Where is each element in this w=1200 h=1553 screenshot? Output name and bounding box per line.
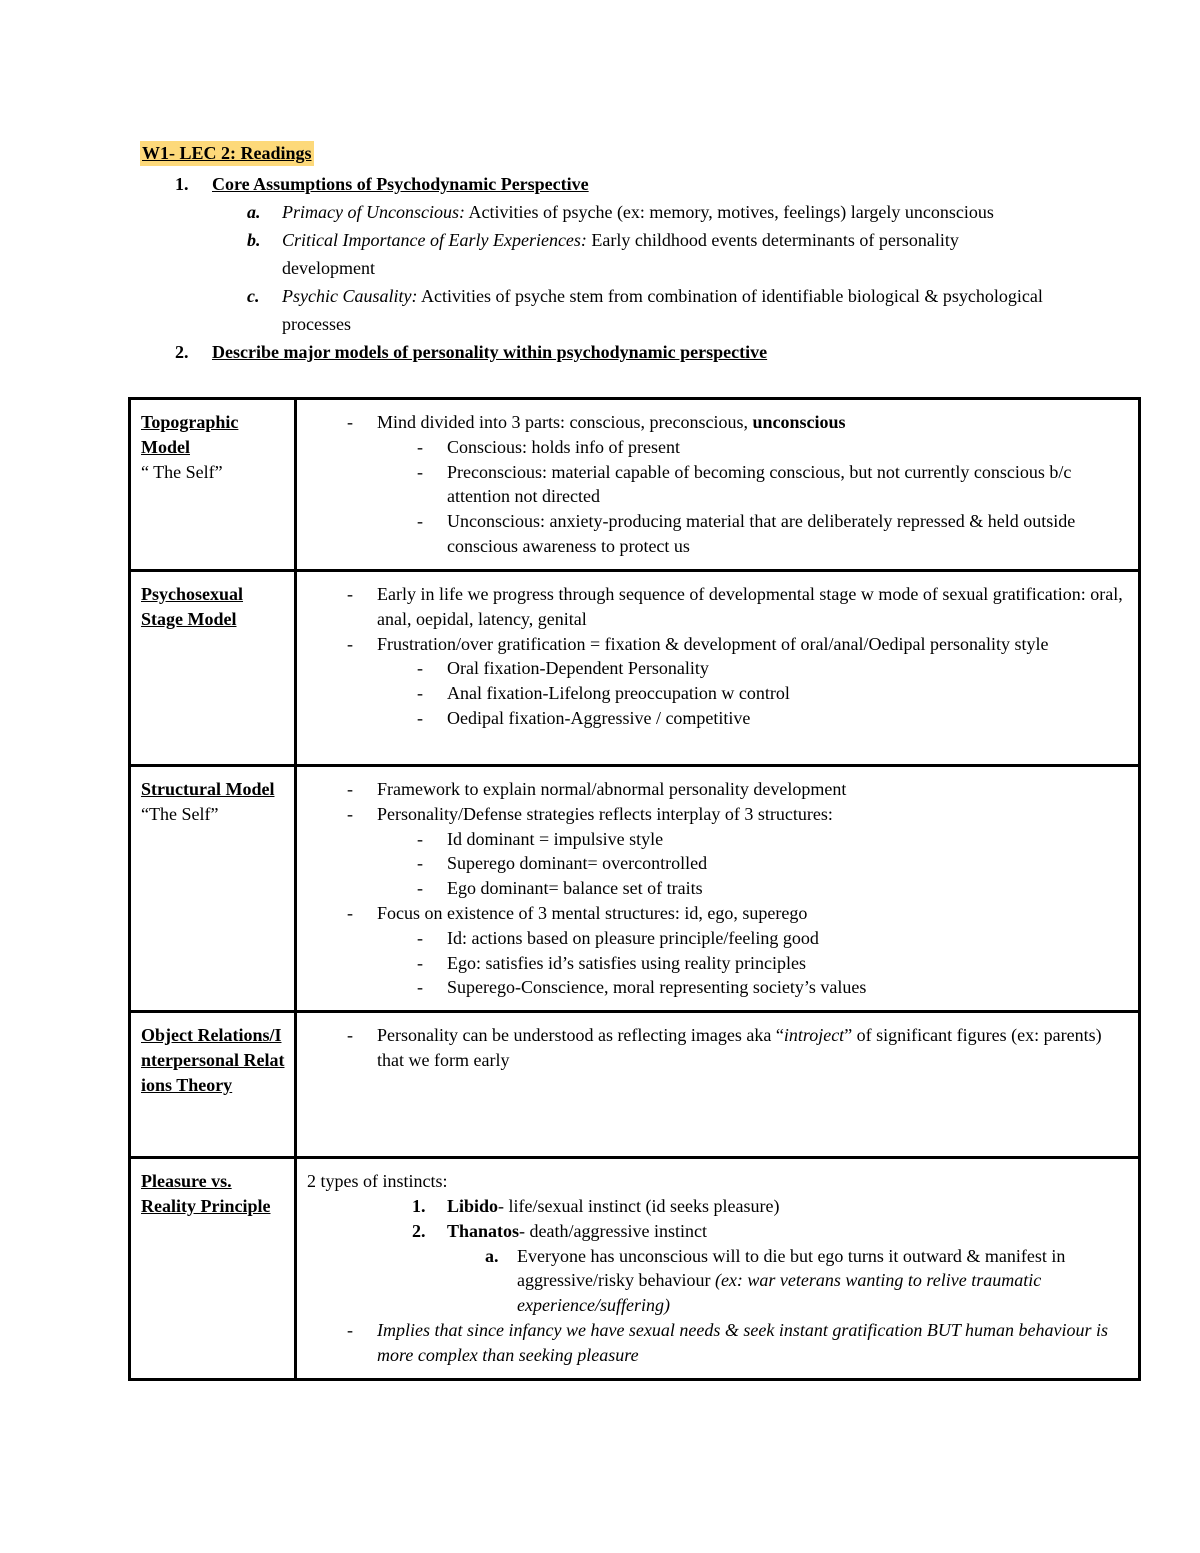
model-name: Pleasure vs. Reality Principle [141, 1171, 271, 1216]
item-bold-text: Libido [447, 1195, 499, 1216]
model-description-cell [296, 571, 1140, 766]
outline-item-label: Psychic Causality: [282, 286, 418, 306]
outline-letter: b. [247, 230, 261, 250]
bullet-item: - Framework to explain normal/abnormal personality development [307, 777, 1130, 802]
outline-heading-text: Core Assumptions of Psychodynamic Perspective [212, 174, 589, 194]
outline-heading-text: Describe major models of personality within psychodynamic perspective [212, 342, 768, 362]
sub-bullet-item: - Superego dominant= overcontrolled [377, 851, 1130, 876]
outline [140, 170, 1140, 366]
item-bold-text: Thanatos [447, 1220, 520, 1241]
lettered-item [447, 1244, 1130, 1318]
outline-number: 1. [175, 174, 189, 194]
bullet-item [307, 410, 1130, 559]
outline-item-text: Early childhood events determinants of personality development [282, 230, 959, 278]
sub-bullet-item: - Superego-Conscience, moral representing society’s values [377, 975, 1130, 1000]
sub-bullet-item: - Conscious: holds info of present [377, 435, 1130, 460]
item-italic-text: (ex: war veterans wanting to relive traumatic experience/suffering) [517, 1270, 1042, 1316]
bullet-text: Personality can be understood as reflecting images aka “ [377, 1025, 784, 1046]
outline-item-text: Activities of psyche stem from combination of identifiable biological & psychological processes [282, 286, 1043, 334]
item-text: Everyone has unconscious will to die but ego turns it outward & manifest in aggressive/risky behaviour [517, 1245, 1066, 1291]
model-subtitle: “The Self” [141, 803, 219, 824]
outline-item-c [140, 282, 1052, 338]
sub-bullet-item: - Id: actions based on pleasure principle/feeling good [377, 926, 1130, 951]
outline-item-a [140, 198, 1052, 226]
outline-item-b [140, 226, 1052, 282]
item-text: - death/aggressive instinct [519, 1220, 707, 1241]
outline-number: 2. [175, 342, 189, 362]
model-description-cell [296, 1158, 1140, 1379]
model-description-cell [296, 1012, 1140, 1158]
model-description-cell [296, 399, 1140, 571]
model-name-cell [130, 1158, 296, 1379]
sub-bullet-item: - Unconscious: anxiety-producing material that are deliberately repressed & held outside conscious awareness to protect us [377, 509, 1130, 559]
bullet-italic-text: introject [783, 1025, 845, 1046]
bullet-bold-text: unconscious [752, 412, 846, 432]
model-description-cell [296, 766, 1140, 1012]
bullet-text: Personality/Defense strategies reflects interplay of 3 structures: [377, 803, 833, 824]
model-name-cell [130, 766, 296, 1012]
bullet-item [307, 901, 1130, 1000]
bullet-text: Focus on existence of 3 mental structures: id, ego, superego [377, 902, 808, 923]
bullet-text: Frustration/over gratification = fixation & development of oral/anal/Oedipal personality style [377, 633, 1049, 654]
item-text: - life/sexual instinct (id seeks pleasure) [498, 1195, 780, 1216]
bullet-item: - Implies that since infancy we have sexual needs & seek instant gratification BUT human behaviour is more complex than seeking pleasure [307, 1318, 1130, 1368]
bullet-item [307, 1023, 1130, 1073]
table-row [130, 766, 1140, 1012]
table-row [130, 399, 1140, 571]
page-title: W1- LEC 2: Readings [140, 141, 314, 166]
bullet-item: - Early in life we progress through sequence of developmental stage w mode of sexual gratification: oral, anal, oepidal, latency, genital [307, 582, 1130, 632]
model-name-cell [130, 399, 296, 571]
table-row [130, 571, 1140, 766]
table-row [130, 1012, 1140, 1158]
item-letter: a. [485, 1245, 499, 1266]
model-name: Topographic Model [141, 412, 239, 457]
instincts-intro: 2 types of instincts: [307, 1171, 448, 1192]
bullet-item [307, 802, 1130, 901]
model-name-cell [130, 571, 296, 766]
sub-bullet-item: - Oral fixation-Dependent Personality [377, 656, 1130, 681]
outline-letter: a. [247, 202, 261, 222]
outline-letter: c. [247, 286, 260, 306]
numbered-item [307, 1219, 1130, 1318]
sub-bullet-item: - Ego dominant= balance set of traits [377, 876, 1130, 901]
table-row [130, 1158, 1140, 1379]
models-table [128, 397, 1141, 1381]
model-subtitle: “ The Self” [141, 461, 223, 482]
model-name: Object Relations/Interpersonal Relations Theory [141, 1025, 285, 1095]
item-number: 1. [412, 1195, 426, 1216]
outline-item-label: Primacy of Unconscious: [282, 202, 465, 222]
outline-heading-2 [140, 338, 1140, 366]
bullet-text: ” of significant figures (ex: parents) that we form early [377, 1025, 1102, 1070]
sub-bullet-item: - Oedipal fixation-Aggressive / competitive [377, 706, 1130, 731]
bullet-text: Mind divided into 3 parts: conscious, preconscious, [377, 412, 753, 432]
outline-item-label: Critical Importance of Early Experiences: [282, 230, 587, 250]
outline-item-text: Activities of psyche (ex: memory, motives, feelings) largely unconscious [464, 202, 994, 222]
sub-bullet-item: - Ego: satisfies id’s satisfies using reality principles [377, 951, 1130, 976]
model-name: Structural Model [141, 779, 275, 799]
outline-heading-1 [140, 170, 1140, 198]
numbered-item [307, 1194, 1130, 1219]
sub-bullet-item: - Anal fixation-Lifelong preoccupation w control [377, 681, 1130, 706]
model-name-cell [130, 1012, 296, 1158]
bullet-item [307, 632, 1130, 731]
sub-bullet-item: - Preconscious: material capable of becoming conscious, but not currently conscious b/c attention not directed [377, 460, 1130, 510]
item-number: 2. [412, 1220, 426, 1241]
sub-bullet-item: - Id dominant = impulsive style [377, 827, 1130, 852]
model-name: Psychosexual Stage Model [141, 584, 244, 629]
